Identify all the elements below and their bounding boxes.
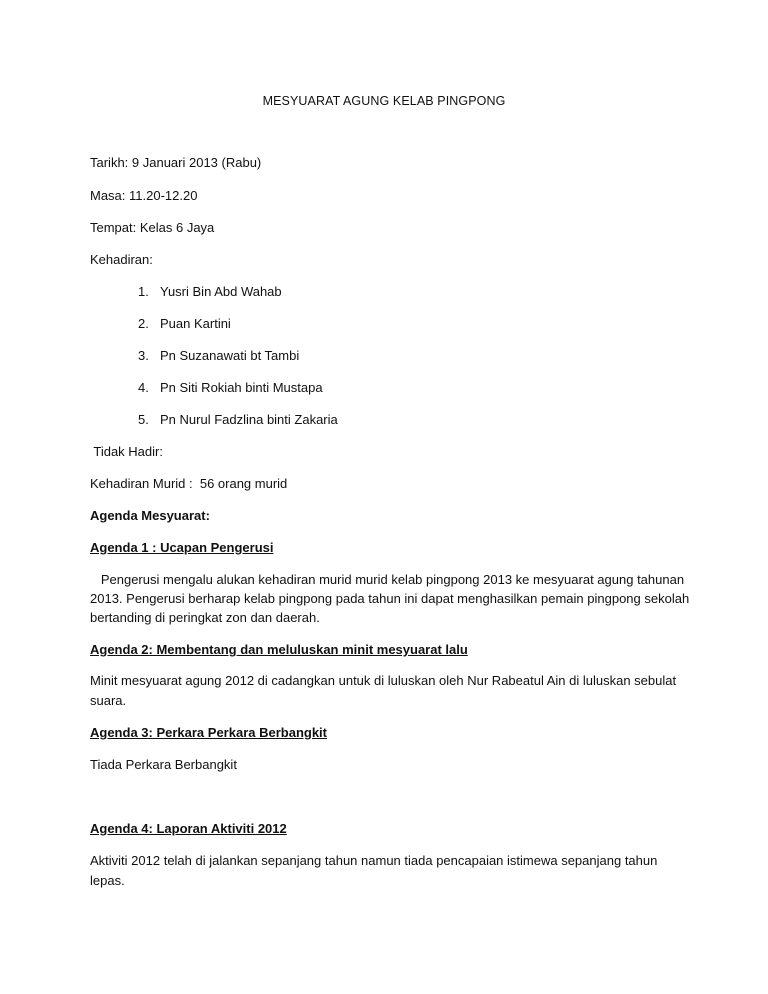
attendance-label: Kehadiran: <box>90 252 153 267</box>
time-line: Masa: 11.20-12.20 <box>90 188 198 203</box>
attendee-item <box>138 316 231 332</box>
agenda1-text-line: Pengerusi mengalu alukan kehadiran murid murid kelab pingpong 2013 ke mesyuarat agung tahunan <box>90 572 685 587</box>
student-attendance-line: Kehadiran Murid : 56 orang murid <box>90 476 288 491</box>
attendee-item <box>138 412 338 428</box>
agenda1-text-line: bertanding di peringkat zon dan daerah. <box>90 610 320 625</box>
attendee-name: Pn Suzanawati bt Tambi <box>160 348 300 363</box>
venue-line: Tempat: Kelas 6 Jaya <box>90 220 215 235</box>
attendee-name: Pn Siti Rokiah binti Mustapa <box>160 380 323 395</box>
agenda4-heading: Agenda 4: Laporan Aktiviti 2012 <box>90 821 287 836</box>
attendee-number: 3. <box>138 348 149 363</box>
absent-label: Tidak Hadir: <box>90 444 163 459</box>
attendee-number: 2. <box>138 316 149 331</box>
agenda2-heading: Agenda 2: Membentang dan meluluskan minit mesyuarat lalu <box>90 642 468 657</box>
attendee-item <box>138 284 282 300</box>
agenda4-text-line: lepas. <box>90 873 125 888</box>
page-title: MESYUARAT AGUNG KELAB PINGPONG <box>262 94 506 108</box>
agenda1-heading: Agenda 1 : Ucapan Pengerusi <box>90 540 274 555</box>
agenda4-text-line: Aktiviti 2012 telah di jalankan sepanjang tahun namun tiada pencapaian istimewa sepanjang tahun <box>90 853 658 868</box>
agenda3-heading: Agenda 3: Perkara Perkara Berbangkit <box>90 725 327 740</box>
attendee-name: Yusri Bin Abd Wahab <box>160 284 282 299</box>
attendee-item <box>138 348 299 364</box>
attendee-name: Puan Kartini <box>160 316 231 331</box>
agenda-heading: Agenda Mesyuarat: <box>90 508 210 523</box>
agenda1-text-line: 2013. Pengerusi berharap kelab pingpong pada tahun ini dapat menghasilkan pemain pingpong sekolah <box>90 591 690 606</box>
attendee-number: 5. <box>138 412 149 427</box>
date-line: Tarikh: 9 Januari 2013 (Rabu) <box>90 155 262 170</box>
attendee-number: 1. <box>138 284 149 299</box>
agenda2-text-line: suara. <box>90 693 127 708</box>
attendee-name: Pn Nurul Fadzlina binti Zakaria <box>160 412 338 427</box>
agenda2-text-line: Minit mesyuarat agung 2012 di cadangkan untuk di luluskan oleh Nur Rabeatul Ain di luluskan sebulat <box>90 673 677 688</box>
attendee-number: 4. <box>138 380 149 395</box>
agenda3-text: Tiada Perkara Berbangkit <box>90 757 237 772</box>
attendee-item <box>138 380 323 396</box>
